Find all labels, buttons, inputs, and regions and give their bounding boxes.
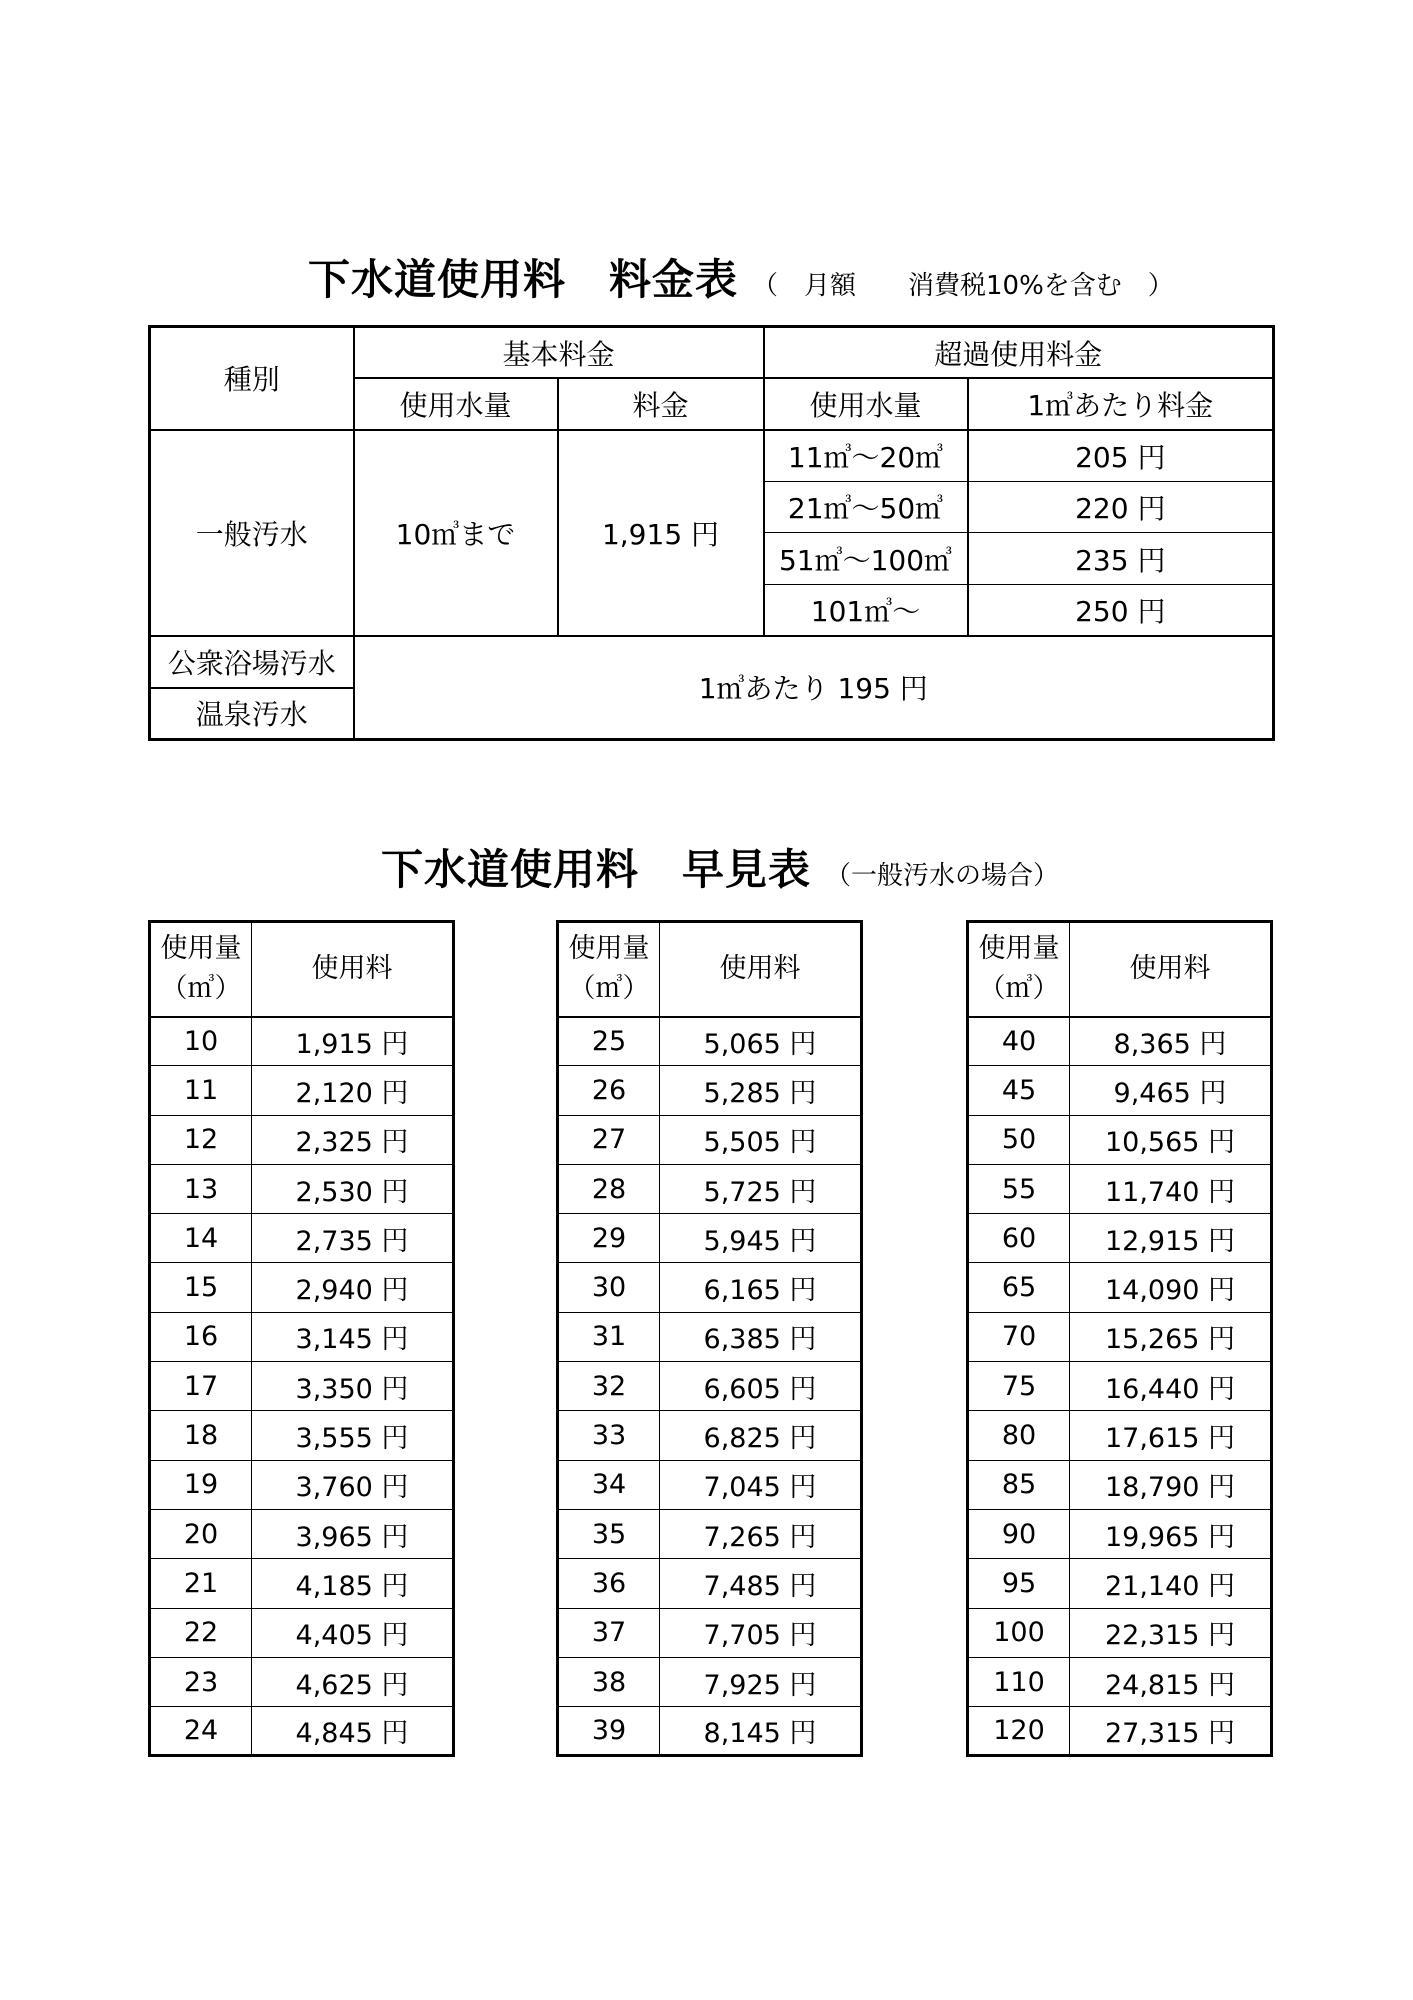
- excess-range-cell: 21㎥～50㎥: [764, 481, 968, 533]
- rate-row-general: [150, 430, 1274, 482]
- table-row: [150, 1362, 454, 1411]
- excess-fee-cell: 220 円: [968, 481, 1274, 533]
- volume-cell: 14: [150, 1214, 252, 1263]
- fee-cell: 6,825 円: [660, 1411, 862, 1460]
- quick-header-row: [150, 922, 454, 1017]
- excess-fee-cell: 205 円: [968, 430, 1274, 482]
- fee-cell: 14,090 円: [1070, 1263, 1272, 1312]
- table-row: [558, 1707, 862, 1756]
- fee-cell: 11,740 円: [1070, 1164, 1272, 1213]
- header-basic-fee: 料金: [558, 378, 764, 430]
- volume-cell: 29: [558, 1214, 660, 1263]
- header-volume: [968, 922, 1070, 1017]
- fee-cell: 2,940 円: [252, 1263, 454, 1312]
- table-row: [968, 1066, 1272, 1115]
- quick-header-row: [558, 922, 862, 1017]
- category-hot-spring: 温泉汚水: [150, 688, 354, 740]
- header-fee: 使用料: [660, 922, 862, 1017]
- fee-cell: 5,505 円: [660, 1115, 862, 1164]
- table-row: [558, 1460, 862, 1509]
- table-row: [968, 1362, 1272, 1411]
- volume-cell: 24: [150, 1707, 252, 1756]
- table-row: [968, 1559, 1272, 1608]
- rate-table-title: [308, 252, 1174, 308]
- volume-cell: 85: [968, 1460, 1070, 1509]
- quick-header-row: [968, 922, 1272, 1017]
- fee-cell: 4,405 円: [252, 1608, 454, 1657]
- fee-cell: 5,065 円: [660, 1017, 862, 1066]
- basic-fee-cell: 1,915 円: [558, 430, 764, 636]
- table-row: [150, 1608, 454, 1657]
- fee-cell: 4,625 円: [252, 1657, 454, 1706]
- rate-table-title-main: 下水道使用料 料金表: [308, 255, 739, 304]
- fee-cell: 5,945 円: [660, 1214, 862, 1263]
- fee-cell: 5,285 円: [660, 1066, 862, 1115]
- quick-table-title: [381, 842, 1059, 898]
- fee-cell: 8,145 円: [660, 1707, 862, 1756]
- header-volume-label: 使用量: [160, 933, 242, 965]
- volume-cell: 36: [558, 1559, 660, 1608]
- table-row: [150, 1017, 454, 1066]
- volume-cell: 38: [558, 1657, 660, 1706]
- fee-cell: 4,845 円: [252, 1707, 454, 1756]
- header-volume-unit: （㎥）: [568, 973, 650, 1005]
- header-category: 種別: [150, 327, 354, 430]
- quick-table-title-main: 下水道使用料 早見表: [381, 845, 812, 894]
- volume-cell: 18: [150, 1411, 252, 1460]
- volume-cell: 10: [150, 1017, 252, 1066]
- fee-cell: 24,815 円: [1070, 1657, 1272, 1706]
- table-row: [150, 1509, 454, 1558]
- table-row: [150, 1214, 454, 1263]
- table-row: [968, 1509, 1272, 1558]
- volume-cell: 20: [150, 1509, 252, 1558]
- table-row: [150, 1263, 454, 1312]
- volume-cell: 25: [558, 1017, 660, 1066]
- table-row: [558, 1312, 862, 1361]
- table-row: [558, 1509, 862, 1558]
- fee-cell: 7,485 円: [660, 1559, 862, 1608]
- quick-table-title-sub: （一般汚水の場合）: [825, 861, 1060, 891]
- fee-cell: 15,265 円: [1070, 1312, 1272, 1361]
- volume-cell: 26: [558, 1066, 660, 1115]
- fee-cell: 7,045 円: [660, 1460, 862, 1509]
- table-row: [968, 1707, 1272, 1756]
- fee-cell: 16,440 円: [1070, 1362, 1272, 1411]
- fee-cell: 2,120 円: [252, 1066, 454, 1115]
- table-row: [150, 1115, 454, 1164]
- volume-cell: 28: [558, 1164, 660, 1213]
- volume-cell: 120: [968, 1707, 1070, 1756]
- fee-cell: 5,725 円: [660, 1164, 862, 1213]
- table-row: [558, 1657, 862, 1706]
- volume-cell: 16: [150, 1312, 252, 1361]
- volume-cell: 80: [968, 1411, 1070, 1460]
- volume-cell: 30: [558, 1263, 660, 1312]
- table-row: [558, 1608, 862, 1657]
- volume-cell: 110: [968, 1657, 1070, 1706]
- volume-cell: 27: [558, 1115, 660, 1164]
- excess-range-cell: 51㎥～100㎥: [764, 533, 968, 585]
- quick-table-3: [966, 920, 1273, 1757]
- flat-rate-cell: 1㎥あたり 195 円: [354, 636, 1274, 739]
- table-row: [968, 1411, 1272, 1460]
- fee-cell: 19,965 円: [1070, 1509, 1272, 1558]
- fee-cell: 4,185 円: [252, 1559, 454, 1608]
- volume-cell: 34: [558, 1460, 660, 1509]
- quick-table-1: [148, 920, 455, 1757]
- table-row: [968, 1312, 1272, 1361]
- table-row: [150, 1559, 454, 1608]
- header-excess-volume: 使用水量: [764, 378, 968, 430]
- volume-cell: 35: [558, 1509, 660, 1558]
- header-volume: [150, 922, 252, 1017]
- fee-cell: 7,265 円: [660, 1509, 862, 1558]
- table-row: [558, 1411, 862, 1460]
- volume-cell: 100: [968, 1608, 1070, 1657]
- volume-cell: 70: [968, 1312, 1070, 1361]
- volume-cell: 32: [558, 1362, 660, 1411]
- fee-cell: 27,315 円: [1070, 1707, 1272, 1756]
- header-basic-volume: 使用水量: [354, 378, 558, 430]
- fee-cell: 22,315 円: [1070, 1608, 1272, 1657]
- volume-cell: 45: [968, 1066, 1070, 1115]
- excess-range-cell: 101㎥～: [764, 584, 968, 636]
- volume-cell: 19: [150, 1460, 252, 1509]
- header-volume-unit: （㎥）: [978, 973, 1060, 1005]
- table-row: [968, 1164, 1272, 1213]
- table-row: [558, 1017, 862, 1066]
- fee-cell: 7,925 円: [660, 1657, 862, 1706]
- category-public-bath: 公衆浴場汚水: [150, 636, 354, 688]
- table-row: [968, 1608, 1272, 1657]
- volume-cell: 23: [150, 1657, 252, 1706]
- table-row: [150, 1411, 454, 1460]
- header-volume-label: 使用量: [568, 933, 650, 965]
- table-row: [968, 1657, 1272, 1706]
- volume-cell: 22: [150, 1608, 252, 1657]
- table-row: [150, 1707, 454, 1756]
- table-row: [558, 1214, 862, 1263]
- excess-fee-cell: 235 円: [968, 533, 1274, 585]
- table-row: [968, 1017, 1272, 1066]
- fee-cell: 8,365 円: [1070, 1017, 1272, 1066]
- table-row: [558, 1362, 862, 1411]
- header-excess-fee-group: 超過使用料金: [764, 327, 1274, 379]
- rate-row-bath: [150, 636, 1274, 688]
- volume-cell: 75: [968, 1362, 1070, 1411]
- header-volume-unit: （㎥）: [160, 973, 242, 1005]
- fee-cell: 1,915 円: [252, 1017, 454, 1066]
- header-fee: 使用料: [1070, 922, 1272, 1017]
- table-row: [558, 1263, 862, 1312]
- volume-cell: 55: [968, 1164, 1070, 1213]
- fee-cell: 17,615 円: [1070, 1411, 1272, 1460]
- table-row: [150, 1657, 454, 1706]
- fee-cell: 18,790 円: [1070, 1460, 1272, 1509]
- table-row: [558, 1559, 862, 1608]
- rate-table-title-sub: （ 月額 消費税10%を含む ）: [752, 271, 1174, 301]
- fee-cell: 9,465 円: [1070, 1066, 1272, 1115]
- volume-cell: 60: [968, 1214, 1070, 1263]
- fee-cell: 10,565 円: [1070, 1115, 1272, 1164]
- fee-cell: 21,140 円: [1070, 1559, 1272, 1608]
- table-row: [968, 1263, 1272, 1312]
- volume-cell: 11: [150, 1066, 252, 1115]
- fee-cell: 2,530 円: [252, 1164, 454, 1213]
- table-row: [150, 1164, 454, 1213]
- table-row: [150, 1312, 454, 1361]
- fee-cell: 3,760 円: [252, 1460, 454, 1509]
- fee-cell: 3,145 円: [252, 1312, 454, 1361]
- volume-cell: 50: [968, 1115, 1070, 1164]
- excess-range-cell: 11㎥～20㎥: [764, 430, 968, 482]
- volume-cell: 21: [150, 1559, 252, 1608]
- category-general: 一般汚水: [150, 430, 354, 636]
- fee-cell: 12,915 円: [1070, 1214, 1272, 1263]
- basic-volume-cell: 10㎥まで: [354, 430, 558, 636]
- volume-cell: 90: [968, 1509, 1070, 1558]
- volume-cell: 37: [558, 1608, 660, 1657]
- fee-cell: 2,325 円: [252, 1115, 454, 1164]
- header-volume: [558, 922, 660, 1017]
- volume-cell: 12: [150, 1115, 252, 1164]
- fee-cell: 6,605 円: [660, 1362, 862, 1411]
- quick-table-2: [556, 920, 863, 1757]
- excess-fee-cell: 250 円: [968, 584, 1274, 636]
- volume-cell: 15: [150, 1263, 252, 1312]
- rate-table: [148, 325, 1275, 741]
- volume-cell: 95: [968, 1559, 1070, 1608]
- volume-cell: 31: [558, 1312, 660, 1361]
- table-row: [968, 1214, 1272, 1263]
- fee-cell: 6,165 円: [660, 1263, 862, 1312]
- rate-header-row-1: [150, 327, 1274, 379]
- fee-cell: 7,705 円: [660, 1608, 862, 1657]
- table-row: [968, 1460, 1272, 1509]
- table-row: [150, 1066, 454, 1115]
- volume-cell: 33: [558, 1411, 660, 1460]
- volume-cell: 40: [968, 1017, 1070, 1066]
- table-row: [968, 1115, 1272, 1164]
- volume-cell: 13: [150, 1164, 252, 1213]
- fee-cell: 2,735 円: [252, 1214, 454, 1263]
- volume-cell: 39: [558, 1707, 660, 1756]
- fee-cell: 3,555 円: [252, 1411, 454, 1460]
- header-fee: 使用料: [252, 922, 454, 1017]
- table-row: [558, 1164, 862, 1213]
- header-basic-fee-group: 基本料金: [354, 327, 764, 379]
- table-row: [558, 1066, 862, 1115]
- header-volume-label: 使用量: [978, 933, 1060, 965]
- fee-cell: 6,385 円: [660, 1312, 862, 1361]
- table-row: [150, 1460, 454, 1509]
- volume-cell: 17: [150, 1362, 252, 1411]
- fee-cell: 3,350 円: [252, 1362, 454, 1411]
- header-excess-unit-fee: 1㎥あたり料金: [968, 378, 1274, 430]
- table-row: [558, 1115, 862, 1164]
- volume-cell: 65: [968, 1263, 1070, 1312]
- fee-cell: 3,965 円: [252, 1509, 454, 1558]
